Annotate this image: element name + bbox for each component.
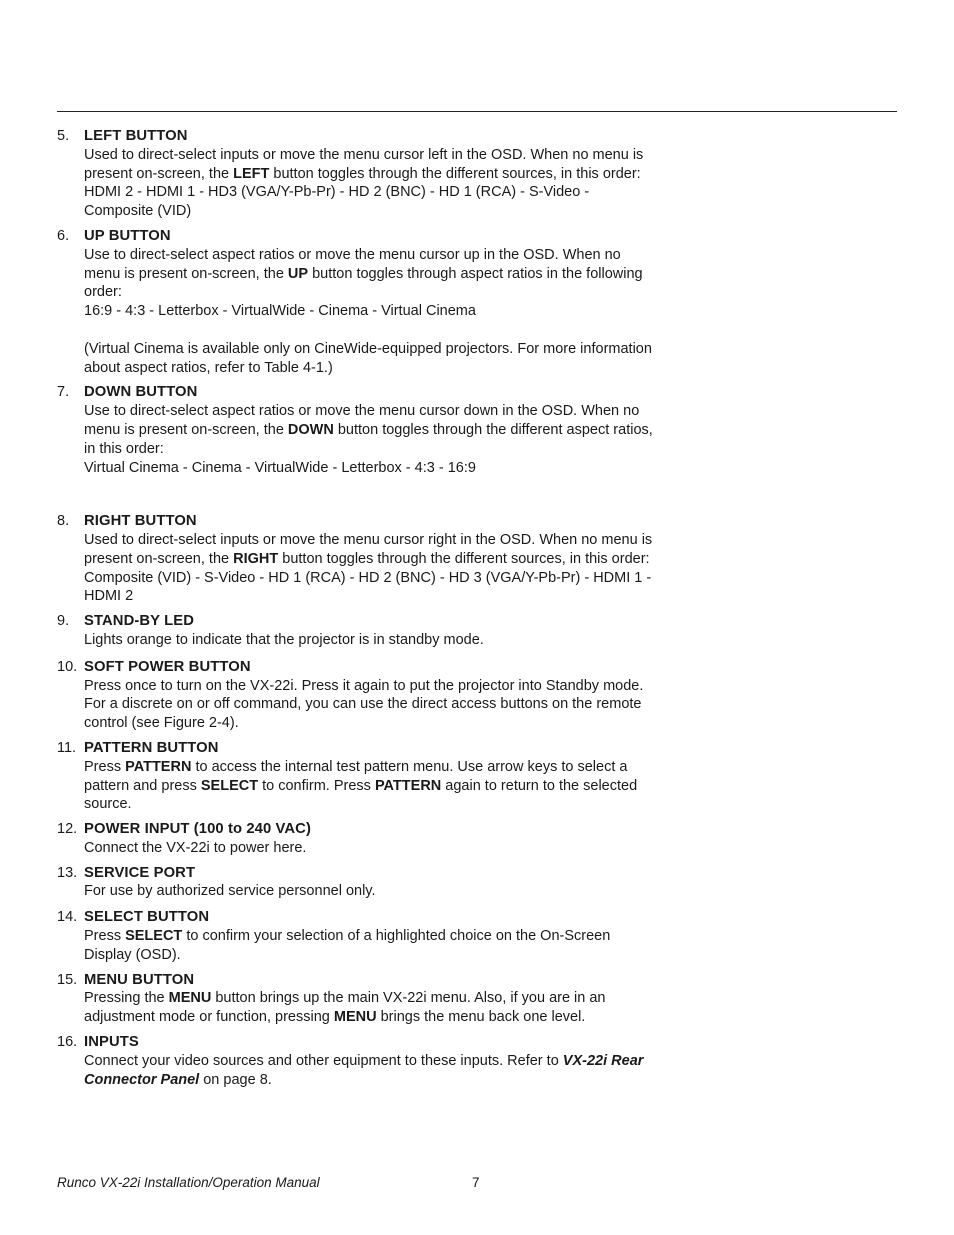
item-title: INPUTS xyxy=(84,1034,139,1051)
text-run: HDMI 2 - HDMI 1 - HD3 (VGA/Y-Pb-Pr) - HD 2 (BNC) - HD 1 (RCA) - S-Video - Composite (VID) xyxy=(84,184,590,220)
text-run: again to return to the selected source. xyxy=(84,777,638,813)
text-run: to confirm your selection of a highlighted choice on the On-Screen Display (OSD). xyxy=(84,928,611,963)
text-run: button brings up the main VX-22i menu. Also, if you are in an adjustment mode or function, pressing xyxy=(84,990,606,1026)
item-description xyxy=(84,927,657,965)
item-number: 16. xyxy=(57,1034,78,1051)
item-description xyxy=(84,882,657,901)
text-run: button toggles through the different aspect ratios, in this order: xyxy=(84,421,653,457)
text-run: to confirm. Press xyxy=(258,777,375,794)
item-description xyxy=(84,459,657,478)
text-run: Composite (VID) - S-Video - HD 1 (RCA) - HD 2 (BNC) - HD 3 (VGA/Y-Pb-Pr) - HDMI 1 - HDMI 2 xyxy=(84,569,652,605)
blank-line xyxy=(84,477,657,496)
item-description xyxy=(84,569,657,607)
list-item xyxy=(57,383,657,496)
item-title: DOWN BUTTON xyxy=(84,384,198,401)
item-number: 5. xyxy=(57,128,70,144)
text-run: Used to direct-select inputs or move the menu cursor right in the OSD. When no menu is present on-screen, the xyxy=(84,531,653,567)
item-description xyxy=(84,989,657,1027)
item-number: 11. xyxy=(57,739,77,756)
item-description xyxy=(84,631,657,650)
list-item xyxy=(57,864,657,902)
item-number: 6. xyxy=(57,227,70,244)
item-number: 8. xyxy=(57,513,70,530)
item-number: 7. xyxy=(57,384,70,401)
item-title: UP BUTTON xyxy=(84,227,171,244)
header-rule xyxy=(57,111,897,112)
text-run: 16:9 - 4:3 - Letterbox - VirtualWide - Cinema - Virtual Cinema xyxy=(84,303,476,320)
item-title: SERVICE PORT xyxy=(84,864,196,881)
bold-term: LEFT xyxy=(233,165,270,182)
list-item xyxy=(57,739,657,814)
footer-manual-title: Runco VX-22i Installation/Operation Manual xyxy=(57,1175,320,1190)
list-item xyxy=(57,908,657,964)
item-description xyxy=(84,402,657,458)
list-item xyxy=(57,1033,657,1089)
cross-reference: VX-22i Rear Connector Panel xyxy=(84,1052,644,1088)
text-run: (Virtual Cinema is available only on CineWide-equipped projectors. For more information about aspect ratios, refer to Table 4-1.) xyxy=(84,340,652,376)
item-number: 15. xyxy=(57,971,78,988)
text-run: Use to direct-select aspect ratios or move the menu cursor up in the OSD. When no menu is present on-screen, the xyxy=(84,246,621,282)
item-number: 12. xyxy=(57,821,78,838)
text-run: to access the internal test pattern menu. Use arrow keys to select a pattern and press xyxy=(84,758,628,794)
bold-term: MENU xyxy=(333,1009,377,1026)
item-description xyxy=(84,531,657,569)
list-item xyxy=(57,971,657,1027)
text-run: Virtual Cinema - Cinema - VirtualWide - Letterbox - 4:3 - 16:9 xyxy=(84,459,476,476)
item-number: 9. xyxy=(57,613,70,630)
text-run: button toggles through aspect ratios in the following order: xyxy=(84,265,643,301)
item-description xyxy=(84,758,657,814)
list-item xyxy=(57,658,657,733)
text-run: Use to direct-select aspect ratios or move the menu cursor down in the OSD. When no menu is present on-screen, the xyxy=(84,403,640,438)
bold-term: PATTERN xyxy=(374,777,442,794)
text-run: button toggles through the different sources, in this order: xyxy=(278,550,650,567)
text-run: Lights orange to indicate that the projector is in standby mode. xyxy=(84,631,484,648)
item-list xyxy=(57,127,657,1095)
item-number: 13. xyxy=(57,864,78,881)
list-item xyxy=(57,127,657,221)
item-description xyxy=(84,146,657,184)
text-run: button toggles through the different sources, in this order: xyxy=(269,165,641,182)
bold-term: RIGHT xyxy=(233,550,279,567)
item-title: RIGHT BUTTON xyxy=(84,513,197,530)
bold-term: SELECT xyxy=(125,928,183,945)
item-description xyxy=(84,183,657,221)
text-run: Press xyxy=(84,758,126,775)
text-run: For use by authorized service personnel only. xyxy=(84,883,376,900)
text-run: Press once to turn on the VX-22i. Press it again to put the projector into Standby mode. For a discrete on or off command, you can use the direct access buttons on the remote control (see Figure 2-4). xyxy=(84,677,644,732)
text-run: Connect your video sources and other equipment to these inputs. Refer to xyxy=(84,1052,563,1069)
item-description xyxy=(84,677,657,733)
list-item xyxy=(57,227,657,377)
text-run: Connect the VX-22i to power here. xyxy=(84,839,307,856)
item-description xyxy=(84,1052,657,1090)
footer-page-number: 7 xyxy=(472,1175,480,1190)
bold-term: UP xyxy=(287,265,309,282)
item-number: 10. xyxy=(57,658,78,675)
text-run: Used to direct-select inputs or move the menu cursor left in the OSD. When no menu is present on-screen, the xyxy=(84,146,644,182)
item-description xyxy=(84,839,657,858)
item-title: POWER INPUT (100 to 240 VAC) xyxy=(84,821,311,838)
item-title: SOFT POWER BUTTON xyxy=(84,658,251,675)
text-run: brings the menu back one level. xyxy=(376,1009,586,1026)
bold-term: MENU xyxy=(168,990,212,1007)
item-description xyxy=(84,246,657,302)
item-title: SELECT BUTTON xyxy=(84,909,210,926)
text-run: on page 8. xyxy=(199,1071,272,1088)
text-run: Pressing the xyxy=(84,990,169,1007)
text-run: Press xyxy=(84,928,126,945)
blank-line xyxy=(84,321,657,340)
item-title: LEFT BUTTON xyxy=(84,128,188,144)
list-item xyxy=(57,612,657,650)
item-title: MENU BUTTON xyxy=(84,971,195,988)
bold-term: SELECT xyxy=(200,777,259,794)
bold-term: PATTERN xyxy=(125,758,192,775)
bold-term: DOWN xyxy=(287,421,334,438)
item-title: STAND-BY LED xyxy=(84,613,194,630)
item-title: PATTERN BUTTON xyxy=(84,739,219,756)
list-item xyxy=(57,512,657,606)
list-item xyxy=(57,820,657,858)
item-description xyxy=(84,302,657,321)
item-description xyxy=(84,340,657,378)
item-number: 14. xyxy=(57,909,78,926)
